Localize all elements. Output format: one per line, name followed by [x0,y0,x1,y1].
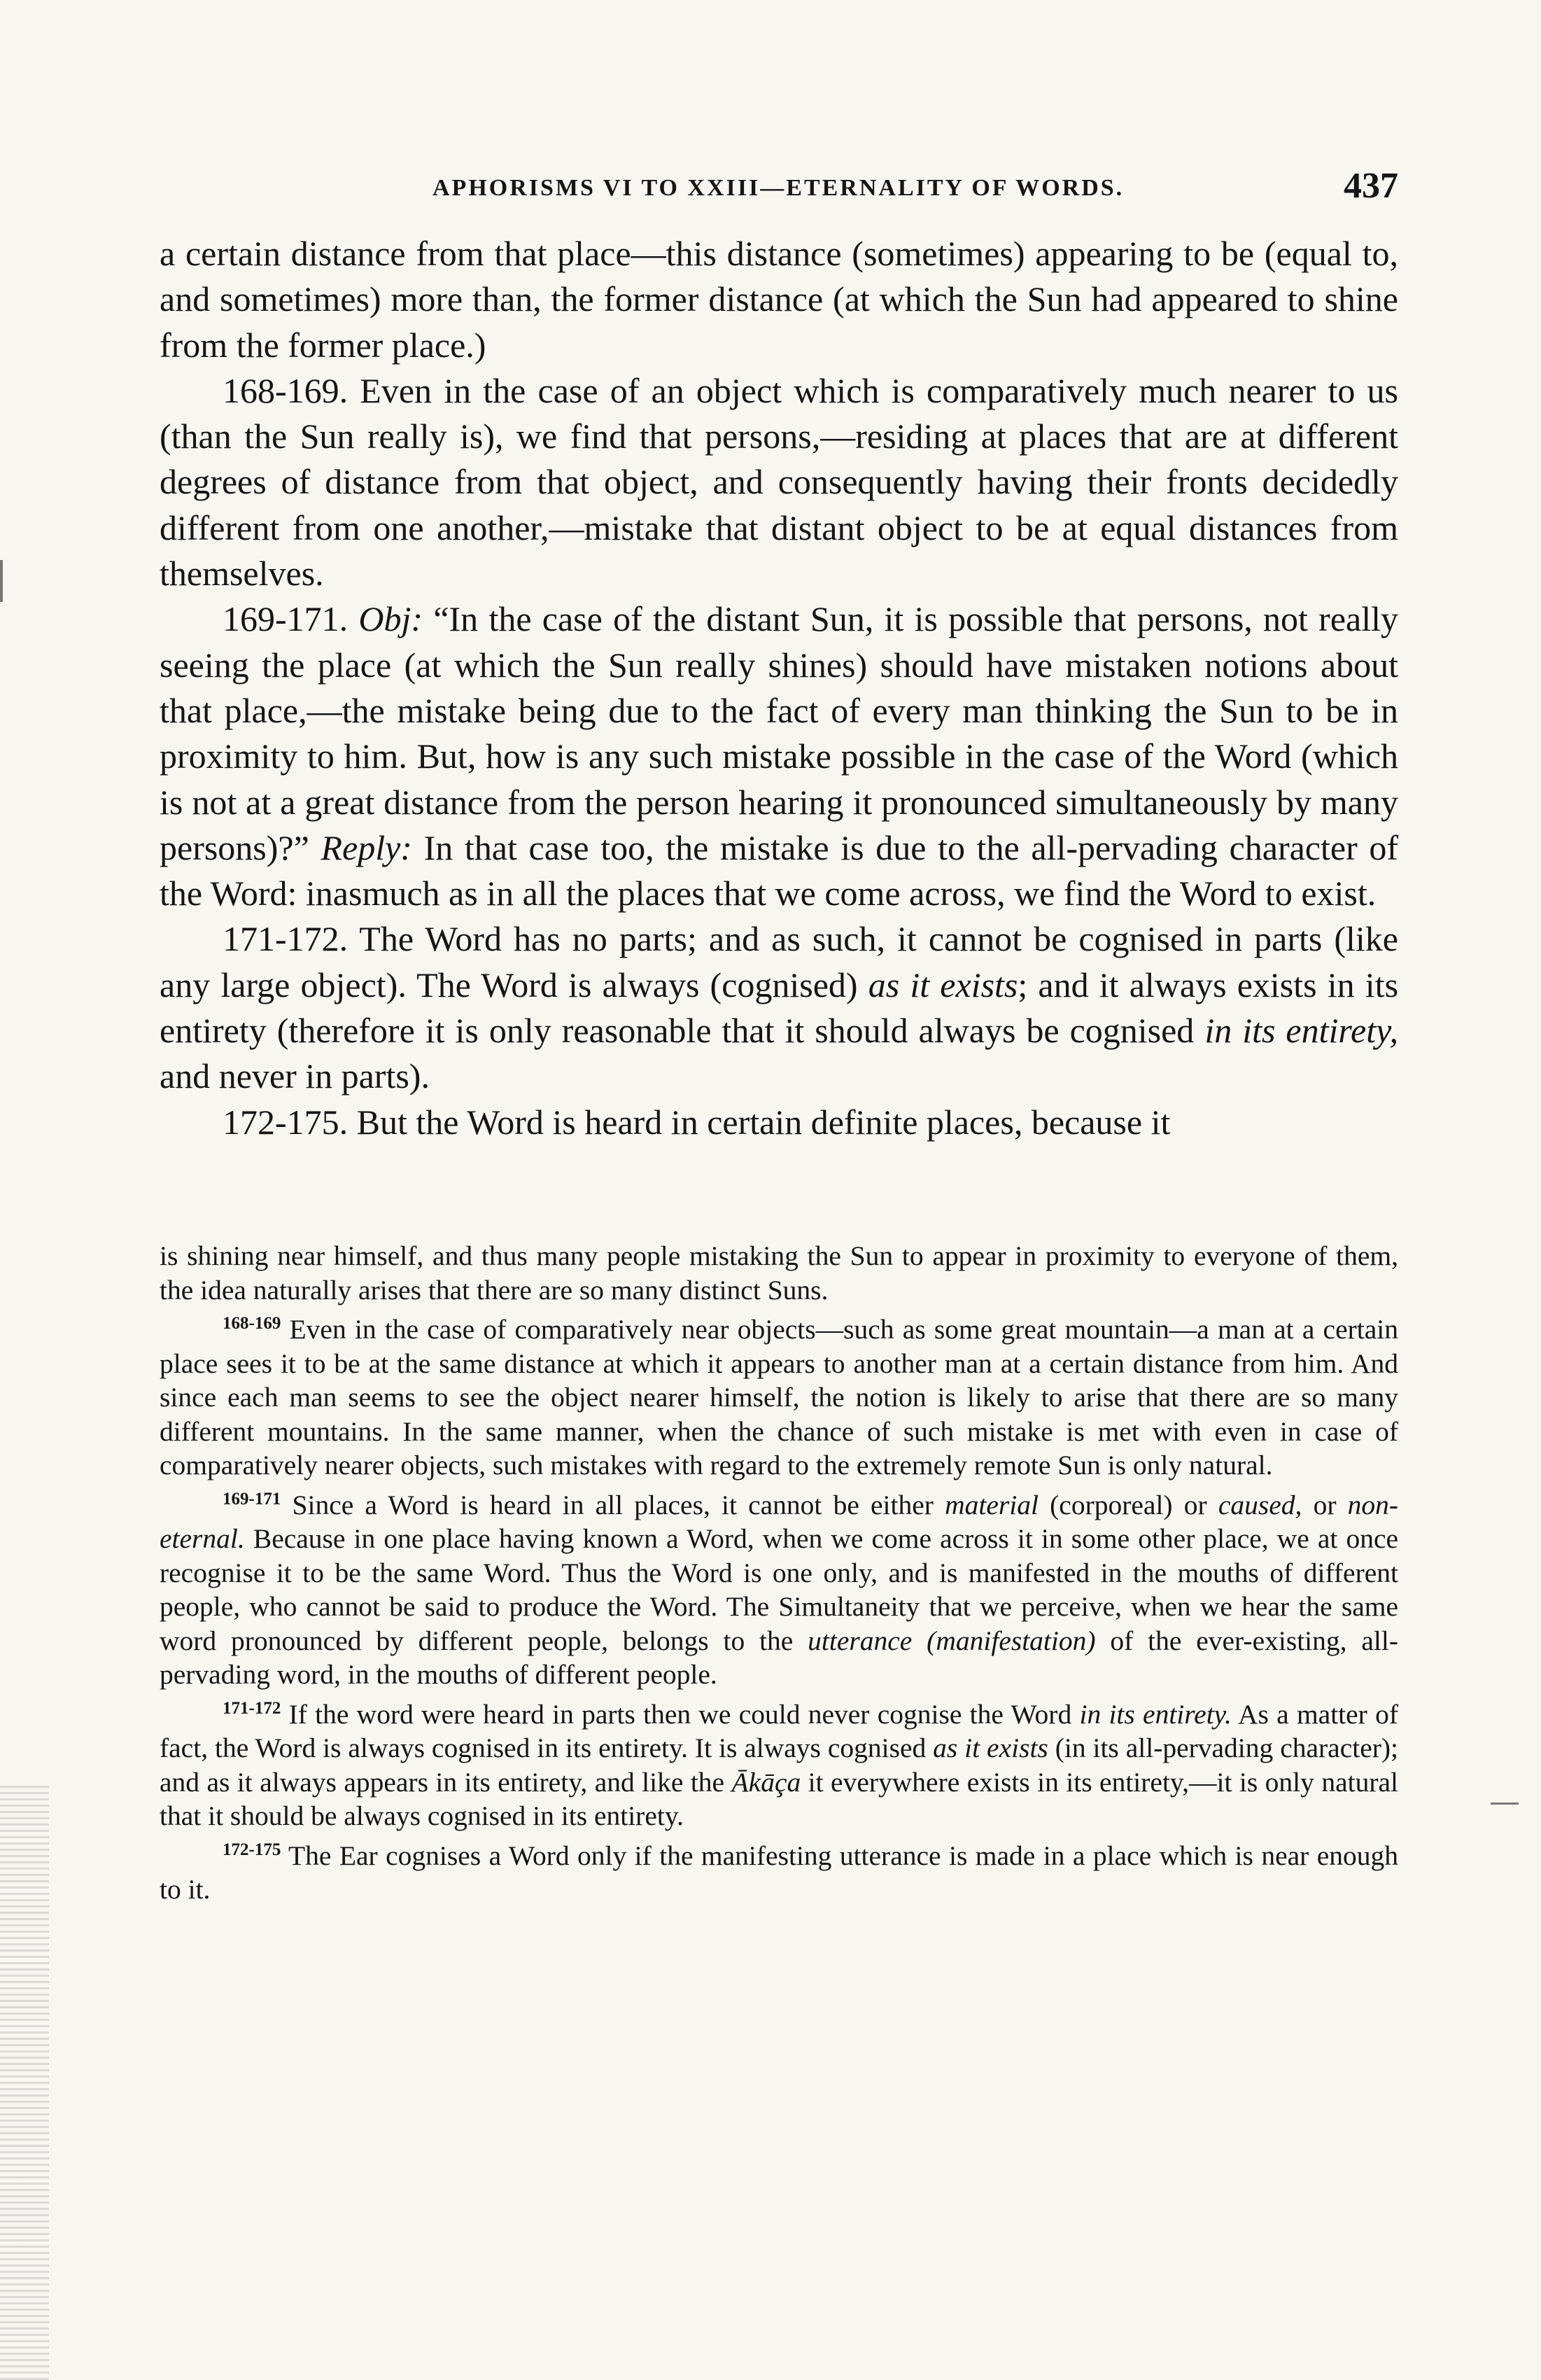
footnote-ref: 168-169 [223,1314,281,1333]
verse-number: 169-171. [223,599,349,639]
page-number: 437 [1344,166,1398,206]
paragraph-168-169: 168-169. Even in the case of an object which is comparatively much nearer to us (than the Sun really is), we find that persons,—residing at places that are at different degrees of distance from that object, and consequently having their fronts decidedly different from one another,—mistake that distant object to be at equal distances from themselves. [160,370,1398,594]
footnote-ref: 172-175 [223,1840,281,1859]
reply-label: Reply: [321,827,412,867]
footnote-171-172: $^{171-172}$ If the word were heard in parts then we could never cognise the Word in its entirety. As a matter of fact, the Word is always cognised in its entirety. It is always cognised as it exists (in its all-pervading character); and as it always appears in its entirety, and like the Ākāça it everywhere exists in its entirety,—it is only natural that it should be always cognised in its entirety. [160,1698,1399,1831]
margin-mark [1491,1802,1519,1805]
objection-label: Obj: [358,599,423,639]
footnote-continuation: is shining near himself, and thus many people mistaking the Sun to appear in proximity to everyone of them, the idea naturally arises that there are so many distinct Suns. [160,1240,1398,1306]
page-header [160,162,1398,218]
paragraph-172-175: 172-175. But the Word is heard in certain definite places, because it [223,1102,1171,1142]
paragraph-continuation: a certain distance from that place—this distance (sometimes) appearing to be (equal to, and sometimes) more than, the former distance (at which the Sun had appeared to shine from the former place.) [160,234,1398,365]
footnote-ref: 171-172 [223,1698,281,1718]
emphasis: in its entirety, [1204,1011,1399,1051]
paragraph-171-172: 171-172. The Word has no parts; and as such, it cannot be cognised in parts (like any large object). The Word is always (cognised) as it exists; and it always exists in its entirety (therefore it is only reasonable that it should always be cognised in its entirety, and never in parts). [160,919,1399,1096]
objection-text: “In the case of the distant Sun, it is possible that persons, not really seeing the place (at which the Sun really shines) should have mistaken notions about that place,—the mistake being due to the fact of every man thinking the Sun to be in proximity to him. But, how is any such mistake possible in the case of the Word (which is not at a great distance from the person hearing it pronounced simultaneously by many persons)?” [160,599,1398,867]
margin-mark [0,560,3,602]
footnotes [160,1239,1398,1907]
footnote-ref: 169-171 [223,1489,281,1508]
reply-text: In that case too, the mistake is due to the all-pervading character of the Word: inasmuch as in all the places that we come across, we find the Word to exist. [160,827,1399,913]
footnote-168-169: $^{168-169}$ Even in the case of comparatively near objects—such as some great mountain—a man at a certain place sees it to be at the same distance at which it appears to another man at a certain distance from him. And since each man seems to see the object nearer himself, the notion is likely to arise that there are so many different mountains. In the same manner, when the chance of such mistake is met with even in case of comparatively nearer objects, such mistakes with regard to the extremely remote Sun is only natural. [160,1314,1399,1480]
emphasis: as it exists [868,965,1018,1004]
running-head: APHORISMS VI TO XXIII—ETERNALITY OF WORDS. [432,175,1125,201]
paragraph-169-171 [160,596,1398,916]
footnote-172-175: $^{172-175}$ The Ear cognises a Word only if the manifesting utterance is made in a place which is near enough to it. [160,1840,1398,1905]
main-text [160,231,1398,1145]
scan-edge-artifact [0,1785,49,2380]
footnote-169-171: $^{169-171}$ Since a Word is heard in all places, it cannot be either material (corporeal) or caused, or non-eternal. Because in one place having known a Word, when we come across it in some other place, we at once recognise it to be the same Word. Thus the Word is one only, and is manifested in the mouths of different people, who cannot be said to produce the Word. The Simultaneity that we perceive, when we hear the same word pronounced by different people, belongs to the utterance (manifestation) of the ever-existing, all-pervading word, in the mouths of different people. [160,1489,1399,1690]
